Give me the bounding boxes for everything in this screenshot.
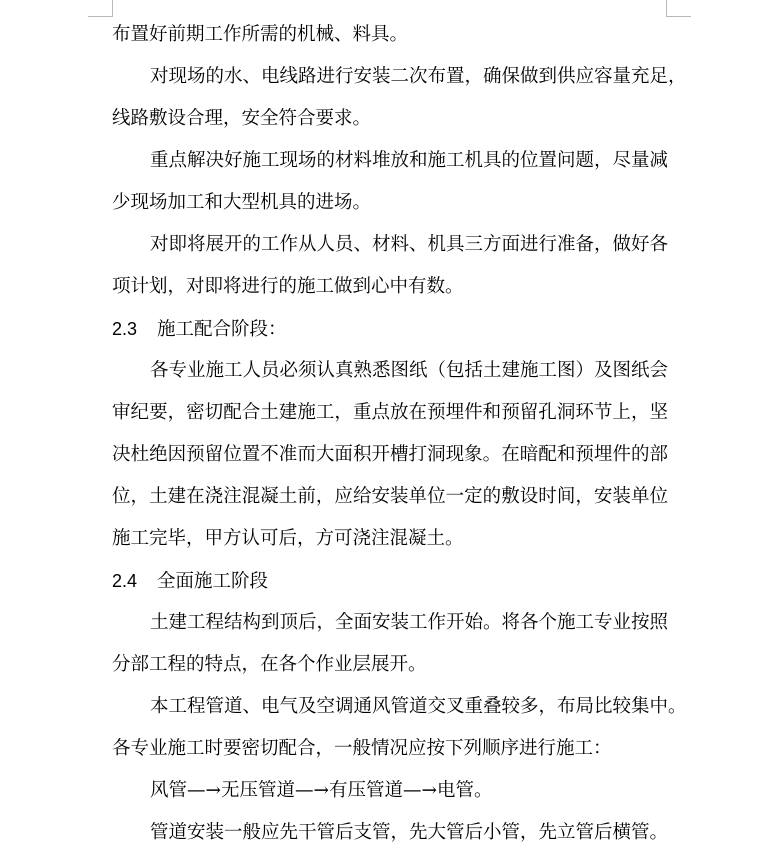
section-heading bbox=[112, 567, 668, 595]
crop-mark-top-left bbox=[88, 0, 113, 17]
text-line: 本工程管道、电气及空调通风管道交叉重叠较多，布局比较集中。 bbox=[150, 696, 687, 717]
text-line: 位，土建在浇注混凝土前，应给安装单位一定的敷设时间，安装单位 bbox=[112, 486, 668, 507]
section-heading bbox=[112, 315, 668, 343]
text-line: 施工完毕，甲方认可后，方可浇注混凝土。 bbox=[112, 528, 464, 549]
text-line: 项计划，对即将进行的施工做到心中有数。 bbox=[112, 276, 464, 297]
text-line: 审纪要，密切配合土建施工，重点放在预埋件和预留孔洞环节上，坚 bbox=[112, 402, 668, 423]
text-line: 土建工程结构到顶后，全面安装工作开始。将各个施工专业按照 bbox=[150, 612, 669, 633]
crop-mark-top-right bbox=[666, 0, 691, 17]
text-line: 分部工程的特点，在各个作业层展开。 bbox=[112, 654, 427, 675]
text-line: 少现场加工和大型机具的进场。 bbox=[112, 192, 372, 213]
text-line: 决杜绝因预留位置不准而大面积开槽打洞现象。在暗配和预埋件的部 bbox=[112, 444, 668, 465]
text-line: 对现场的水、电线路进行安装二次布置，确保做到供应容量充足， bbox=[150, 66, 687, 87]
section-number: 2.4 bbox=[112, 571, 138, 591]
section-number: 2.3 bbox=[112, 319, 138, 339]
section-title: 施工配合阶段： bbox=[157, 319, 287, 340]
text-line: 风管—→无压管道—→有压管道—→电管。 bbox=[150, 780, 493, 801]
text-line: 对即将展开的工作从人员、材料、机具三方面进行准备，做好各 bbox=[150, 234, 669, 255]
section-title: 全面施工阶段 bbox=[157, 571, 269, 592]
text-line: 线路敷设合理，安全符合要求。 bbox=[112, 108, 372, 129]
text-line: 各专业施工时要密切配合，一般情况应按下列顺序进行施工： bbox=[112, 738, 612, 759]
text-line: 管道安装一般应先干管后支管，先大管后小管，先立管后横管。 bbox=[150, 822, 669, 843]
text-line: 各专业施工人员必须认真熟悉图纸（包括土建施工图）及图纸会 bbox=[150, 360, 669, 381]
text-line: 布置好前期工作所需的机械、料具。 bbox=[112, 24, 409, 45]
text-line: 重点解决好施工现场的材料堆放和施工机具的位置问题，尽量减 bbox=[150, 150, 669, 171]
